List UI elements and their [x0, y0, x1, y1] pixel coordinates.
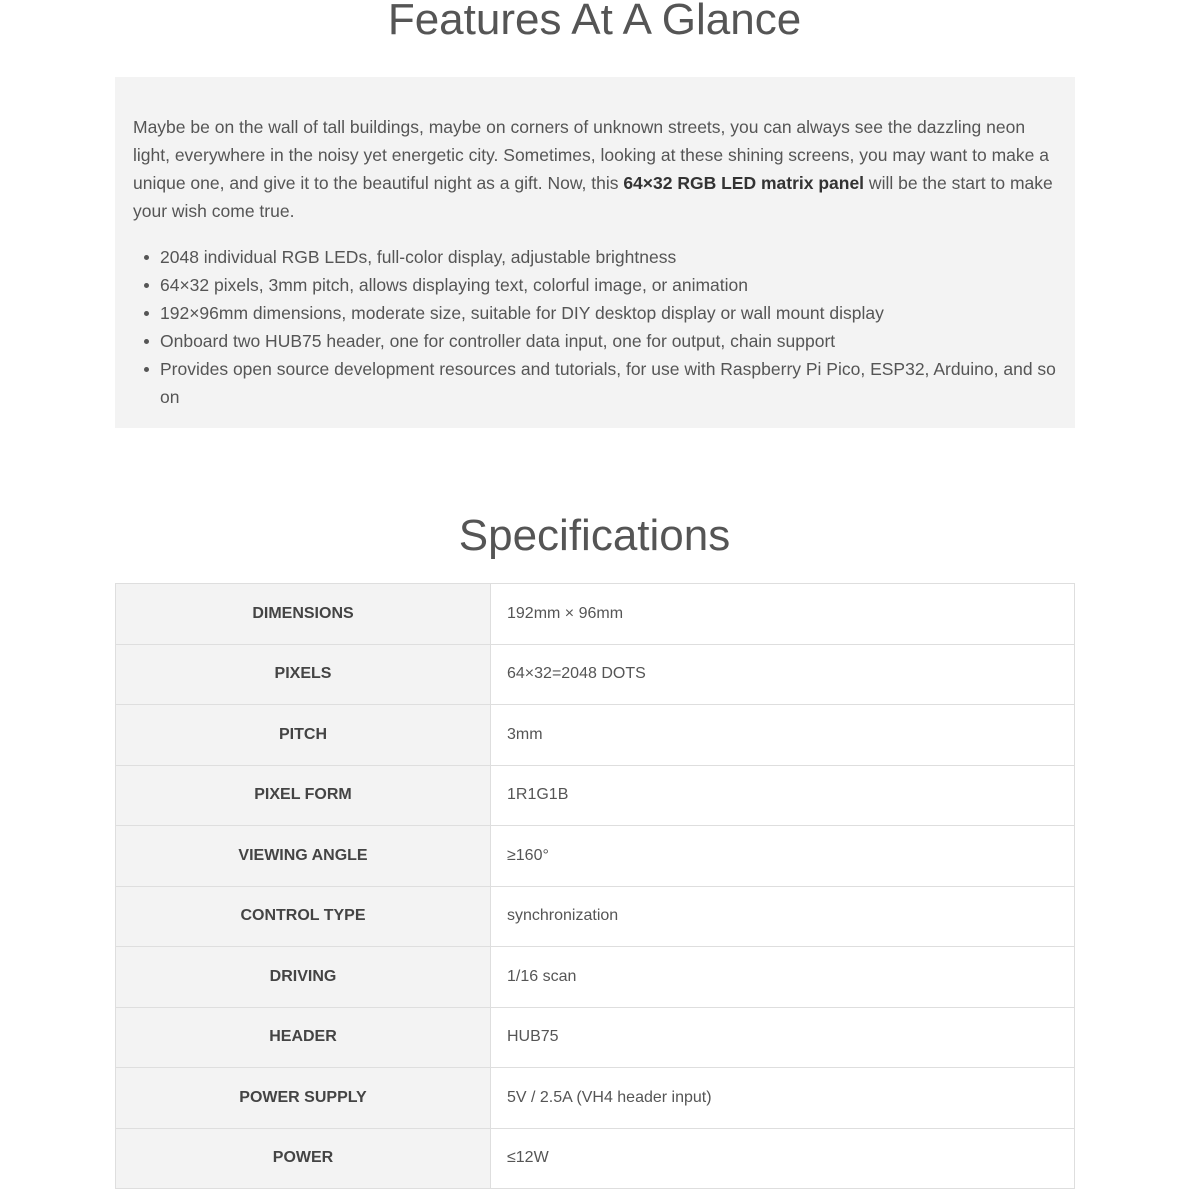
spec-value: 5V / 2.5A (VH4 header input)	[491, 1068, 1075, 1129]
spec-key: PIXELS	[116, 644, 491, 705]
spec-value: HUB75	[491, 1007, 1075, 1068]
feature-list	[133, 243, 1057, 411]
spec-row-viewing-angle	[116, 826, 1075, 887]
feature-item: 192×96mm dimensions, moderate size, suitable for DIY desktop display or wall mount display	[160, 299, 1057, 327]
spec-row-power	[116, 1128, 1075, 1189]
spec-key: PITCH	[116, 705, 491, 766]
spec-row-control-type	[116, 886, 1075, 947]
feature-item: 2048 individual RGB LEDs, full-color display, adjustable brightness	[160, 243, 1057, 271]
spec-value: 3mm	[491, 705, 1075, 766]
spec-key: PIXEL FORM	[116, 765, 491, 826]
spec-row-pixels	[116, 644, 1075, 705]
intro-product-name: 64×32 RGB LED matrix panel	[623, 173, 865, 193]
spec-value: synchronization	[491, 886, 1075, 947]
feature-item: 64×32 pixels, 3mm pitch, allows displaying text, colorful image, or animation	[160, 271, 1057, 299]
spec-key: HEADER	[116, 1007, 491, 1068]
specifications-title: Specifications	[458, 511, 731, 560]
spec-key: DRIVING	[116, 947, 491, 1008]
feature-item: Provides open source development resources and tutorials, for use with Raspberry Pi Pico, ESP32, Arduino, and so on	[160, 355, 1057, 411]
spec-value: 1/16 scan	[491, 947, 1075, 1008]
spec-row-dimensions	[116, 584, 1075, 645]
spec-value: 1R1G1B	[491, 765, 1075, 826]
spec-key: POWER SUPPLY	[116, 1068, 491, 1129]
intro-paragraph	[133, 113, 1057, 225]
spec-value: 192mm × 96mm	[491, 584, 1075, 645]
spec-key: DIMENSIONS	[116, 584, 491, 645]
spec-row-pitch	[116, 705, 1075, 766]
features-title: Features At A Glance	[387, 0, 802, 44]
features-box	[115, 77, 1075, 428]
spec-row-driving	[116, 947, 1075, 1008]
spec-row-pixel-form	[116, 765, 1075, 826]
spec-row-header	[116, 1007, 1075, 1068]
spec-key: POWER	[116, 1128, 491, 1189]
spec-value: ≤12W	[491, 1128, 1075, 1189]
spec-row-power-supply	[116, 1068, 1075, 1129]
spec-value: 64×32=2048 DOTS	[491, 644, 1075, 705]
spec-key: VIEWING ANGLE	[116, 826, 491, 887]
feature-item: Onboard two HUB75 header, one for controller data input, one for output, chain support	[160, 327, 1057, 355]
specifications-table	[115, 583, 1075, 1189]
spec-value: ≥160°	[491, 826, 1075, 887]
intro-text-before: Maybe be on the wall of tall buildings, maybe on corners of unknown streets, you can always see the dazzling neon light, everywhere in the noisy yet energetic city. Sometimes, looking at these shining screens, you may want to make a unique one, and give it to the beautiful night as a gift. Now, this	[133, 117, 1049, 193]
spec-key: CONTROL TYPE	[116, 886, 491, 947]
intro-text-after: will be the start to make your wish come true.	[133, 173, 1053, 221]
